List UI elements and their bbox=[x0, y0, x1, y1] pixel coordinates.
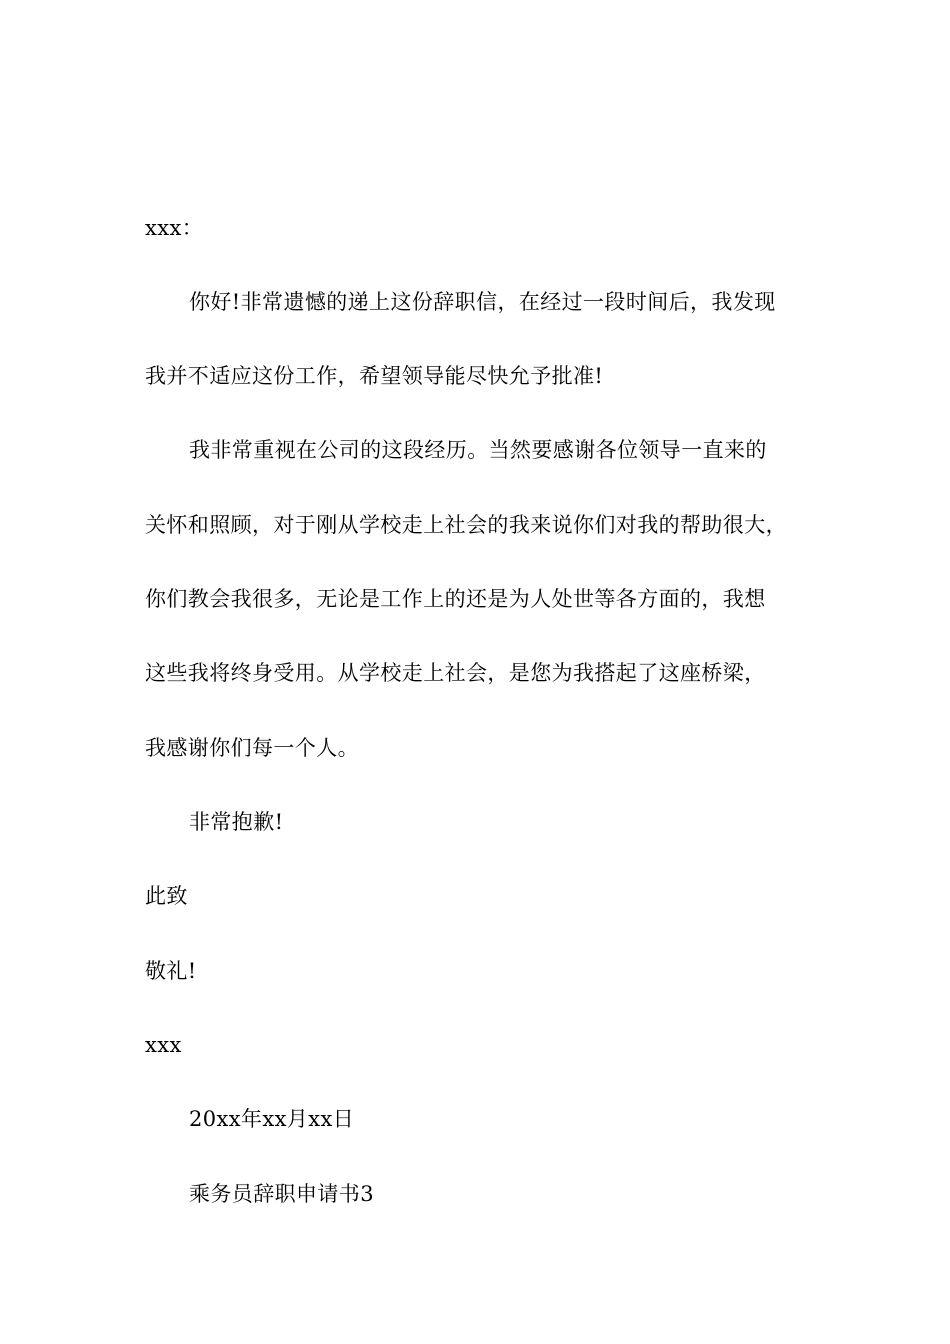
next-document-title: 乘务员辞职申请书3 bbox=[189, 1182, 374, 1206]
closing-line-2: 敬礼! bbox=[145, 959, 197, 983]
paragraph-2-line-2: 关怀和照顾，对于刚从学校走上社会的我来说你们对我的帮助很大， bbox=[145, 513, 787, 537]
paragraph-2-line-3: 你们教会我很多，无论是工作上的还是为人处世等各方面的，我想 bbox=[145, 587, 766, 611]
date: 20xx年xx月xx日 bbox=[189, 1107, 355, 1131]
signature: xxx bbox=[145, 1033, 182, 1057]
paragraph-2-line-1: 我非常重视在公司的这段经历。当然要感谢各位领导一直来的 bbox=[189, 438, 767, 462]
paragraph-2-line-4: 这些我将终身受用。从学校走上社会，是您为我搭起了这座桥梁， bbox=[145, 661, 766, 685]
closing-line-1: 此致 bbox=[145, 884, 188, 908]
salutation: xxx： bbox=[145, 216, 204, 240]
apology: 非常抱歉! bbox=[189, 810, 284, 834]
paragraph-1-line-1: 你好!非常遗憾的递上这份辞职信，在经过一段时间后，我发现 bbox=[189, 290, 776, 314]
paragraph-1-line-2: 我并不适应这份工作，希望领导能尽快允予批准! bbox=[145, 364, 604, 388]
paragraph-2-line-5: 我感谢你们每一个人。 bbox=[145, 736, 359, 760]
